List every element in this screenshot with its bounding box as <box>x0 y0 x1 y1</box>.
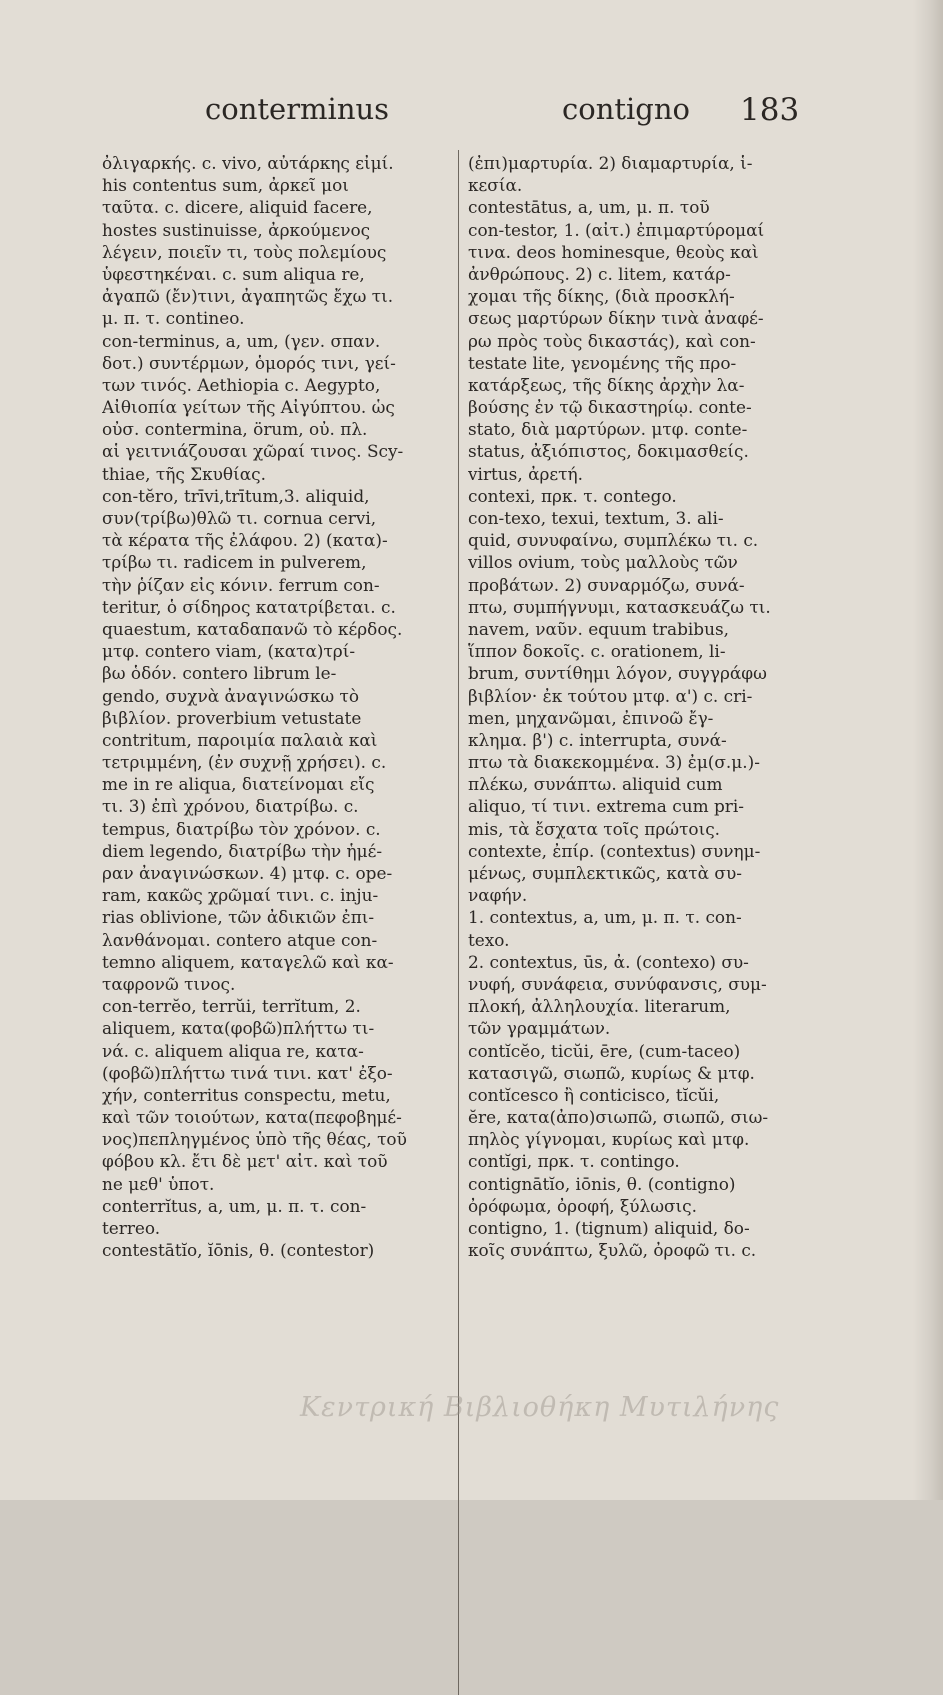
text-line: brum, συντίθημι λόγον, συγγράφω <box>468 663 767 684</box>
text-line: βιβλίον. proverbium vetustate <box>102 707 362 728</box>
text-line: τρίβω τι. radicem in pulverem, <box>102 552 367 573</box>
text-line: contexi, πρκ. τ. contego. <box>468 485 677 506</box>
text-line: των τινός. Aethiopia c. Aegypto, <box>102 374 381 395</box>
text-line: quid, συνυφαίνω, συμπλέκω τι. c. <box>468 530 759 551</box>
text-line: βω ὁδόν. contero librum le- <box>102 663 337 684</box>
text-line: πλοκή, ἀλληλουχία. literarum, <box>468 996 731 1017</box>
text-line: con-terrĕo, terrŭi, terrĭtum, 2. <box>102 996 361 1017</box>
text-line: ἵππον δοκοῖς. c. orationem, li- <box>468 641 726 662</box>
text-line: βούσης ἐν τῷ δικαστηρίῳ. conte- <box>468 397 752 418</box>
text-line: testate lite, γενομένης τῆς προ- <box>468 352 737 373</box>
text-line: con-tĕro, trīvi,trītum,3. aliquid, <box>102 485 370 506</box>
text-line: χήν, conterritus conspectu, metu, <box>102 1084 391 1105</box>
text-line: contexte, ἐπίρ. (contextus) συνημ- <box>468 840 761 861</box>
text-line: status, ἀξιόπιστος, δοκιμασθείς. <box>468 441 749 462</box>
text-line: κλημα. β') c. interrupta, συνά- <box>468 729 727 750</box>
text-line: ram, κακῶς χρῶμαί τινι. c. inju- <box>102 885 379 906</box>
text-line: texo. <box>468 929 510 950</box>
text-line: contigno, 1. (tignum) aliquid, δο- <box>468 1218 750 1238</box>
text-line: contĭcĕo, ticŭi, ēre, (cum-taceo) <box>468 1040 741 1061</box>
text-line: navem, ναῦν. equum trabibus, <box>468 618 730 639</box>
text-line: contĭcesco ἢ conticisco, tĭcŭi, <box>468 1084 720 1105</box>
text-line: villos ovium, τοὺς μαλλοὺς τῶν <box>468 552 738 573</box>
text-line: tempus, διατρίβω τὸν χρόνον. c. <box>102 818 381 839</box>
text-line: ρω πρὸς τοὺς δικαστάς), καὶ con- <box>468 330 756 351</box>
text-line: his contentus sum, ἀρκεῖ μοι <box>102 175 349 196</box>
text-line: con-terminus, a, um, (γεν. σπαν. <box>102 330 381 351</box>
text-line: μ. π. τ. contineo. <box>102 308 245 329</box>
page-number: 183 <box>740 92 800 128</box>
text-line: contritum, παροιμία παλαιὰ καὶ <box>102 729 378 750</box>
left-column <box>102 152 454 1261</box>
text-line: con-testor, 1. (αἰτ.) ἐπιμαρτύρομαί <box>468 219 765 240</box>
right-column <box>468 152 826 1261</box>
text-line: contĭgi, πρκ. τ. contingo. <box>468 1151 680 1172</box>
text-line: aliquem, κατα(φοβῶ)πλήττω τι- <box>102 1018 375 1039</box>
text-line: ĕre, κατα(ἀπο)σιωπῶ, σιωπῶ, σιω- <box>468 1107 769 1128</box>
text-line: κεσία. <box>468 175 523 196</box>
text-line: σεως μαρτύρων δίκην τινὰ ἀναφέ- <box>468 308 764 329</box>
text-line: καὶ τῶν τοιούτων, κατα(πεφοβημέ- <box>102 1107 402 1128</box>
text-line: stato, διὰ μαρτύρων. μτφ. conte- <box>468 419 748 440</box>
text-line: τετριμμένη, (ἐν συχνῇ χρήσει). c. <box>102 752 387 773</box>
text-line: δοτ.) συντέρμων, ὁμορός τινι, γεί- <box>102 352 396 373</box>
text-line: συν(τρίβω)θλῶ τι. cornua cervi, <box>102 508 377 528</box>
library-watermark: Κεντρική Βιβλιοθήκη Μυτιλήνης <box>300 1392 780 1423</box>
text-line: μτφ. contero viam, (κατα)τρί- <box>102 641 356 662</box>
text-line: ραν ἀναγινώσκων. 4) μτφ. c. ope- <box>102 863 393 883</box>
text-line: temno aliquem, καταγελῶ καὶ κα- <box>102 951 394 972</box>
right-guide-word: contigno <box>562 92 691 126</box>
text-line: 2. contextus, ūs, ἀ. (contexo) συ- <box>468 951 749 972</box>
text-line: πτω, συμπήγνυμι, κατασκευάζω τι. <box>468 596 771 617</box>
text-line: ὀλιγαρκής. c. vivo, αὐτάρκης εἰμί. <box>102 153 394 173</box>
text-line: ne μεθ' ὑποτ. <box>102 1173 215 1194</box>
text-line: Αἰθιοπία γείτων τῆς Αἰγύπτου. ὡς <box>102 397 395 418</box>
page-edge <box>913 0 943 1500</box>
text-line: τὴν ῥίζαν εἰς κόνιν. ferrum con- <box>102 574 380 595</box>
text-line: (φοβῶ)πλήττω τινά τινι. κατ' ἐξο- <box>102 1062 393 1083</box>
text-line: hostes sustinuisse, ἀρκούμενος <box>102 219 371 240</box>
text-line: λανθάνομαι. contero atque con- <box>102 929 378 950</box>
text-line: ταῦτα. c. dicere, aliquid facere, <box>102 197 373 218</box>
text-line: μένως, συμπλεκτικῶς, κατὰ συ- <box>468 863 742 883</box>
text-line: προβάτων. 2) συναρμόζω, συνά- <box>468 574 745 595</box>
text-line: νος)πεπληγμένος ὑπὸ τῆς θέας, τοῦ <box>102 1129 407 1150</box>
text-line: ὑφεστηκέναι. c. sum aliqua re, <box>102 263 365 284</box>
text-line: νά. c. aliquem aliqua re, κατα- <box>102 1040 364 1061</box>
text-line: men, μηχανῶμαι, ἐπινοῶ ἔγ- <box>468 707 714 728</box>
text-line: κοῖς συνάπτω, ξυλῶ, ὀροφῶ τι. c. <box>468 1240 757 1261</box>
text-line: πλέκω, συνάπτω. aliquid cum <box>468 774 723 795</box>
text-line: me in re aliqua, διατείνομαι εἴς <box>102 774 375 795</box>
text-line: τι. 3) ἐπὶ χρόνου, διατρίβω. c. <box>102 796 359 817</box>
text-line: rias oblivione, τῶν ἀδικιῶν ἐπι- <box>102 907 375 928</box>
text-line: ναφήν. <box>468 885 528 906</box>
text-line: thiae, τῆς Σκυθίας. <box>102 463 266 484</box>
text-line: diem legendo, διατρίβω τὴν ἡμέ- <box>102 840 383 861</box>
column-rule <box>458 150 459 1695</box>
text-line: ταφρονῶ τινος. <box>102 973 236 994</box>
text-line: ἀγαπῶ (ἔν)τινι, ἀγαπητῶς ἔχω τι. <box>102 286 394 307</box>
text-line: conterrĭtus, a, um, μ. π. τ. con- <box>102 1195 367 1216</box>
text-line: κατασιγῶ, σιωπῶ, κυρίως & μτφ. <box>468 1062 755 1083</box>
text-line: τινα. deos hominesque, θεοὺς καὶ <box>468 241 759 262</box>
text-line: βιβλίον· ἐκ τούτου μτφ. α') c. cri- <box>468 685 753 706</box>
text-line: αἱ γειτνιάζουσαι χῶραί τινος. Scy- <box>102 441 404 462</box>
text-line: contestātus, a, um, μ. π. τοῦ <box>468 197 710 218</box>
text-line: λέγειν, ποιεῖν τι, τοὺς πολεμίους <box>102 241 387 262</box>
text-line: contestātĭo, ĭōnis, θ. (contestor) <box>102 1240 375 1261</box>
text-line: πτω τὰ διακεκομμένα. 3) ἐμ(σ.μ.)- <box>468 752 760 773</box>
text-line: contignātĭo, iōnis, θ. (contigno) <box>468 1173 736 1194</box>
text-line: gendo, συχνὰ ἀναγινώσκω τὸ <box>102 685 360 706</box>
text-line: mis, τὰ ἔσχατα τοῖς πρώτοις. <box>468 818 721 839</box>
text-line: terreo. <box>102 1218 161 1238</box>
text-line: τὰ κέρατα τῆς ἐλάφου. 2) (κατα)- <box>102 530 388 551</box>
text-line: πηλὸς γίγνομαι, κυρίως καὶ μτφ. <box>468 1129 750 1150</box>
left-guide-word: conterminus <box>205 92 390 126</box>
text-line: 1. contextus, a, um, μ. π. τ. con- <box>468 907 742 928</box>
text-line: χομαι τῆς δίκης, (διὰ προσκλή- <box>468 286 735 307</box>
text-line: aliquo, τί τινι. extrema cum pri- <box>468 796 744 817</box>
text-line: (ἐπι)μαρτυρία. 2) διαμαρτυρία, ἱ- <box>468 153 753 173</box>
text-line: νυφή, συνάφεια, συνύφανσις, συμ- <box>468 973 767 994</box>
text-line: quaestum, καταδαπανῶ τὸ κέρδος. <box>102 618 403 639</box>
text-line: con-texo, texui, textum, 3. ali- <box>468 508 724 528</box>
text-line: οὐσ. contermina, örum, οὐ. πλ. <box>102 419 368 440</box>
running-header <box>0 92 943 132</box>
text-line: φόβου κλ. ἔτι δὲ μετ' αἰτ. καὶ τοῦ <box>102 1151 388 1172</box>
text-line: τῶν γραμμάτων. <box>468 1018 611 1039</box>
text-line: teritur, ὁ σίδηρος κατατρίβεται. c. <box>102 596 396 617</box>
text-line: ἀνθρώπους. 2) c. litem, κατάρ- <box>468 263 731 284</box>
text-line: ὀρόφωμα, ὀροφή, ξύλωσις. <box>468 1195 697 1216</box>
text-line: virtus, ἀρετή. <box>468 463 584 484</box>
text-line: κατάρξεως, τῆς δίκης ἀρχὴν λα- <box>468 374 745 395</box>
